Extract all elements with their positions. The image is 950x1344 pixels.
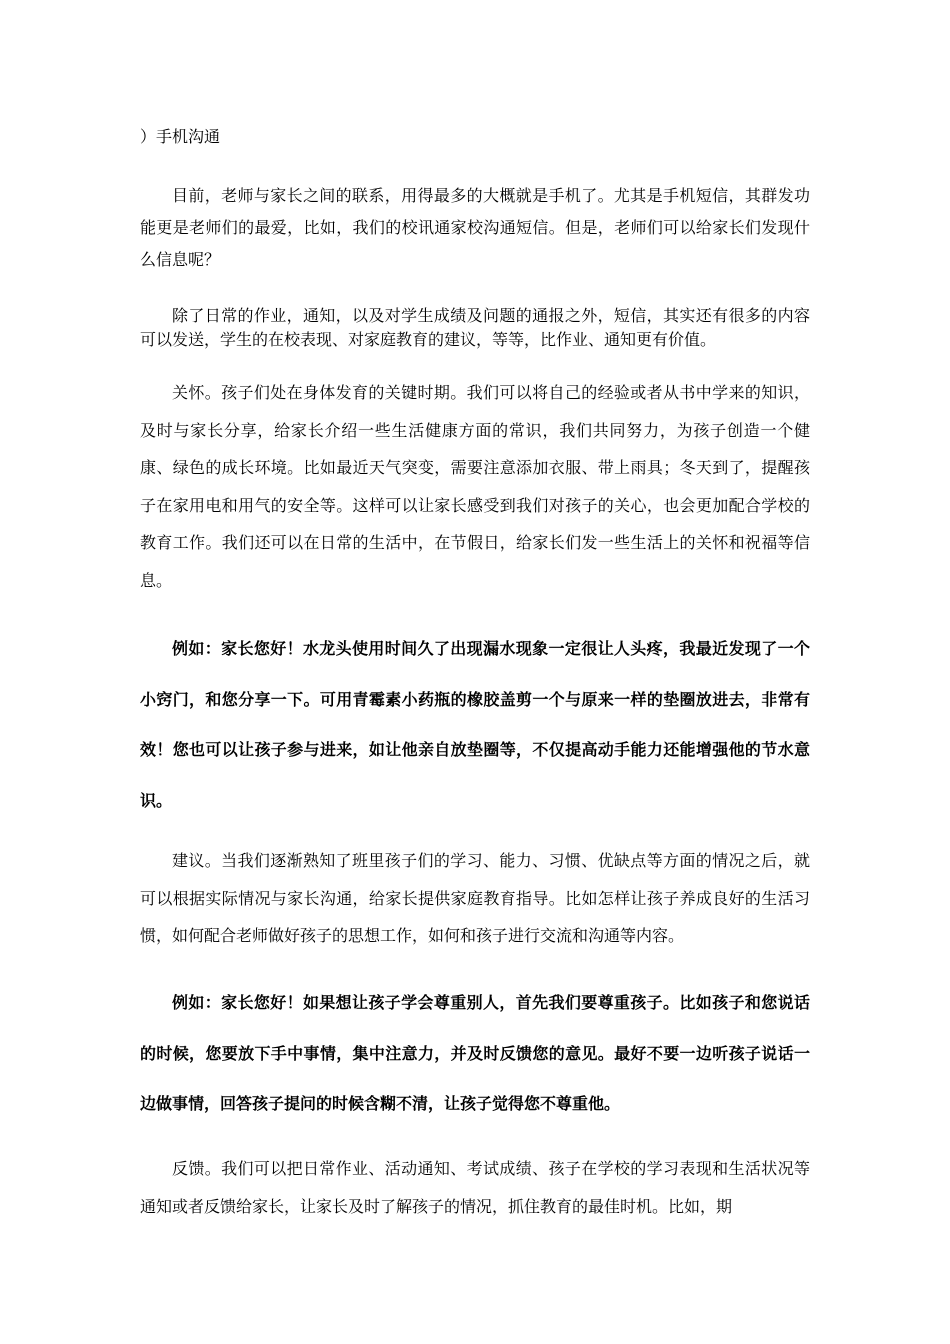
- paragraph-intro: 目前，老师与家长之间的联系，用得最多的大概就是手机了。尤其是手机短信，其群发功能更是老师们的最爱，比如，我们的校讯通家校沟通短信。但是，老师们可以给家长们发现什么信息呢？: [140, 186, 810, 269]
- example-advice: 例如：家长您好！如果想让孩子学会尊重别人，首先我们要尊重孩子。比如孩子和您说话的时候，您要放下手中事情，集中注意力，并及时反馈您的意见。最好不要一边听孩子说话一边做事情，回答孩子提问的时候含糊不清，让孩子觉得您不尊重他。: [140, 993, 810, 1113]
- paragraph-content-scope: 除了日常的作业，通知，以及对学生成绩及问题的通报之外，短信，其实还有很多的内容可以发送，学生的在校表现、对家庭教育的建议，等等，比作业、通知更有价值。: [140, 306, 810, 349]
- paragraph-feedback: 反馈。我们可以把日常作业、活动通知、考试成绩、孩子在学校的学习表现和生活状况等通知或者反馈给家长，让家长及时了解孩子的情况，抓住教育的最佳时机。比如，期: [140, 1159, 810, 1216]
- paragraph-advice: 建议。当我们逐渐熟知了班里孩子们的学习、能力、习惯、优缺点等方面的情况之后，就可以根据实际情况与家长沟通，给家长提供家庭教育指导。比如怎样让孩子养成良好的生活习惯，如何配合老师做好孩子的思想工作，如何和孩子进行交流和沟通等内容。: [140, 851, 810, 945]
- paragraph-care: 关怀。孩子们处在身体发育的关键时期。我们可以将自己的经验或者从书中学来的知识，及时与家长分享，给家长介绍一些生活健康方面的常识，我们共同努力，为孩子创造一个健康、绿色的成长环境。比如最近天气突变，需要注意添加衣服、带上雨具；冬天到了，提醒孩子在家用电和用气的安全等。这样可以让家长感受到我们对孩子的关心，也会更加配合学校的教育工作。我们还可以在日常的生活中，在节假日，给家长们发一些生活上的关怀和祝福等信息。: [140, 383, 810, 590]
- section-heading: ）手机沟通: [140, 127, 221, 146]
- example-care: 例如：家长您好！水龙头使用时间久了出现漏水现象一定很让人头疼，我最近发现了一个小窍门，和您分享一下。可用青霉素小药瓶的橡胶盖剪一个与原来一样的垫圈放进去，非常有效！您也可以让孩子参与进来，如让他亲自放垫圈等，不仅提高动手能力还能增强他的节水意识。: [140, 639, 810, 810]
